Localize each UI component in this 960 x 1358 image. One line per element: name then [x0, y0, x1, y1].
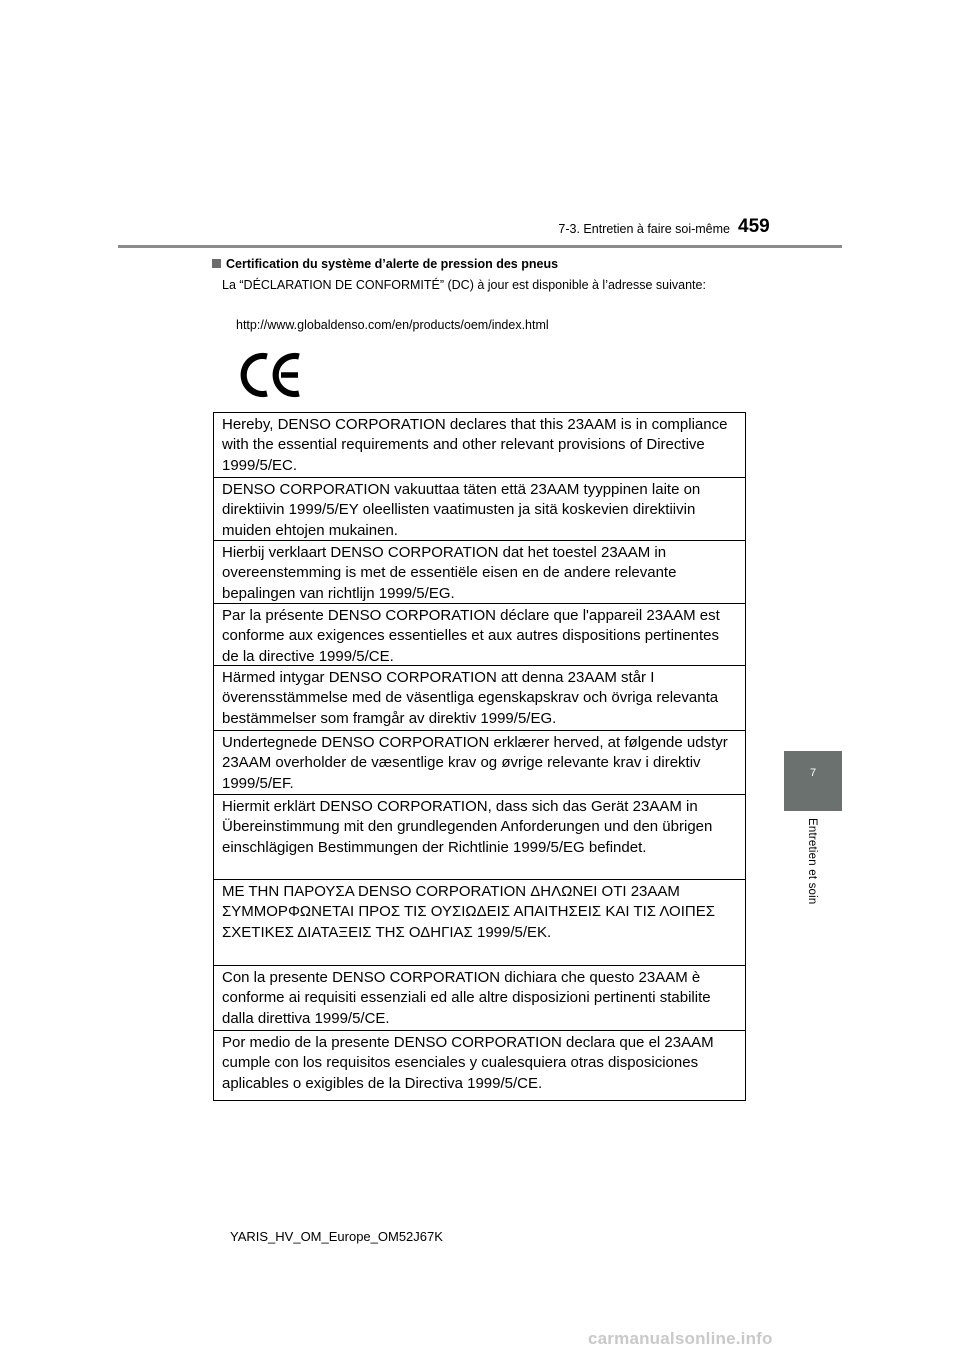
page-number: 459 — [738, 216, 770, 237]
section-heading — [212, 257, 558, 271]
chapter-title: Entretien et soin — [806, 818, 818, 905]
declaration-dutch: Hierbij verklaart DENSO CORPORATION dat het toestel 23AAM in overeenstemming is met de essentiële eisen en de andere relevante bepalingen van richtlijn 1999/5/EG. — [214, 540, 745, 603]
header-divider — [118, 245, 842, 248]
ce-mark-icon — [240, 352, 304, 398]
section-intro: La “DÉCLARATION DE CONFORMITÉ” (DC) à jour est disponible à l’adresse suivante: — [222, 278, 706, 292]
declaration-finnish: DENSO CORPORATION vakuuttaa täten että 23AAM tyyppinen laite on direktiivin 1999/5/EY oleellisten vaatimusten ja sitä koskevien direktiivin muiden ehtojen mukainen. — [214, 477, 745, 540]
square-bullet-icon — [212, 259, 221, 268]
declaration-greek: ΜΕ ΤΗΝ ΠΑΡΟΥΣΑ DENSO CORPORATION ΔΗΛΩΝΕΙ ΟΤΙ 23AAM ΣΥΜΜΟΡΦΩΝΕΤΑΙ ΠΡΟΣ ΤΙΣ ΟΥΣΙΩΔΕΙΣ ΑΠΑΙΤΗΣΕΙΣ ΚΑΙ ΤΙΣ ΛΟΙΠΕΣ ΣΧΕΤΙΚΕΣ ΔΙΑΤΑΞΕΙΣ ΤΗΣ ΟΔΗΓΙΑΣ 1999/5/ΕΚ. — [214, 879, 745, 965]
chapter-number: 7 — [809, 767, 817, 779]
declaration-danish: Undertegnede DENSO CORPORATION erklærer herved, at følgende udstyr 23AAM overholder de væsentlige krav og øvrige relevante krav i direktiv 1999/5/EF. — [214, 730, 745, 794]
declaration-spanish: Por medio de la presente DENSO CORPORATION declara que el 23AAM cumple con los requisitos esenciales y cualesquiera otras disposiciones aplicables o exigibles de la Directiva 1999/5/CE. — [214, 1030, 745, 1100]
declarations-table — [213, 412, 746, 1101]
declaration-italian: Con la presente DENSO CORPORATION dichiara che questo 23AAM è conforme ai requisiti essenziali ed alle altre disposizioni pertinenti stabilite dalla direttiva 1999/5/CE. — [214, 965, 745, 1030]
declaration-url-link[interactable]: http://www.globaldenso.com/en/products/oem/index.html — [236, 318, 549, 332]
declaration-french: Par la présente DENSO CORPORATION déclare que l'appareil 23AAM est conforme aux exigences essentielles et aux autres dispositions pertinentes de la directive 1999/5/CE. — [214, 603, 745, 665]
declaration-english: Hereby, DENSO CORPORATION declares that this 23AAM is in compliance with the essential requirements and other relevant provisions of Directive 1999/5/EC. — [222, 416, 728, 474]
declaration-swedish: Härmed intygar DENSO CORPORATION att denna 23AAM står I överensstämmelse med de väsentliga egenskapskrav och övriga relevanta bestämmelser som framgår av direktiv 1999/5/EG. — [214, 665, 745, 730]
document-code: YARIS_HV_OM_Europe_OM52J67K — [230, 1229, 443, 1244]
section-heading-text: Certification du système d’alerte de pression des pneus — [226, 257, 559, 271]
watermark: carmanualsonline.info — [588, 1329, 773, 1348]
declaration-german: Hiermit erklärt DENSO CORPORATION, dass sich das Gerät 23AAM in Übereinstimmung mit den grundlegenden Anforderungen und den übrigen einschlägigen Bestimmungen der Richtlinie 1999/5/EG befindet. — [214, 794, 745, 879]
chapter-tab — [784, 751, 842, 811]
header-section-title: 7-3. Entretien à faire soi-même — [558, 222, 730, 236]
